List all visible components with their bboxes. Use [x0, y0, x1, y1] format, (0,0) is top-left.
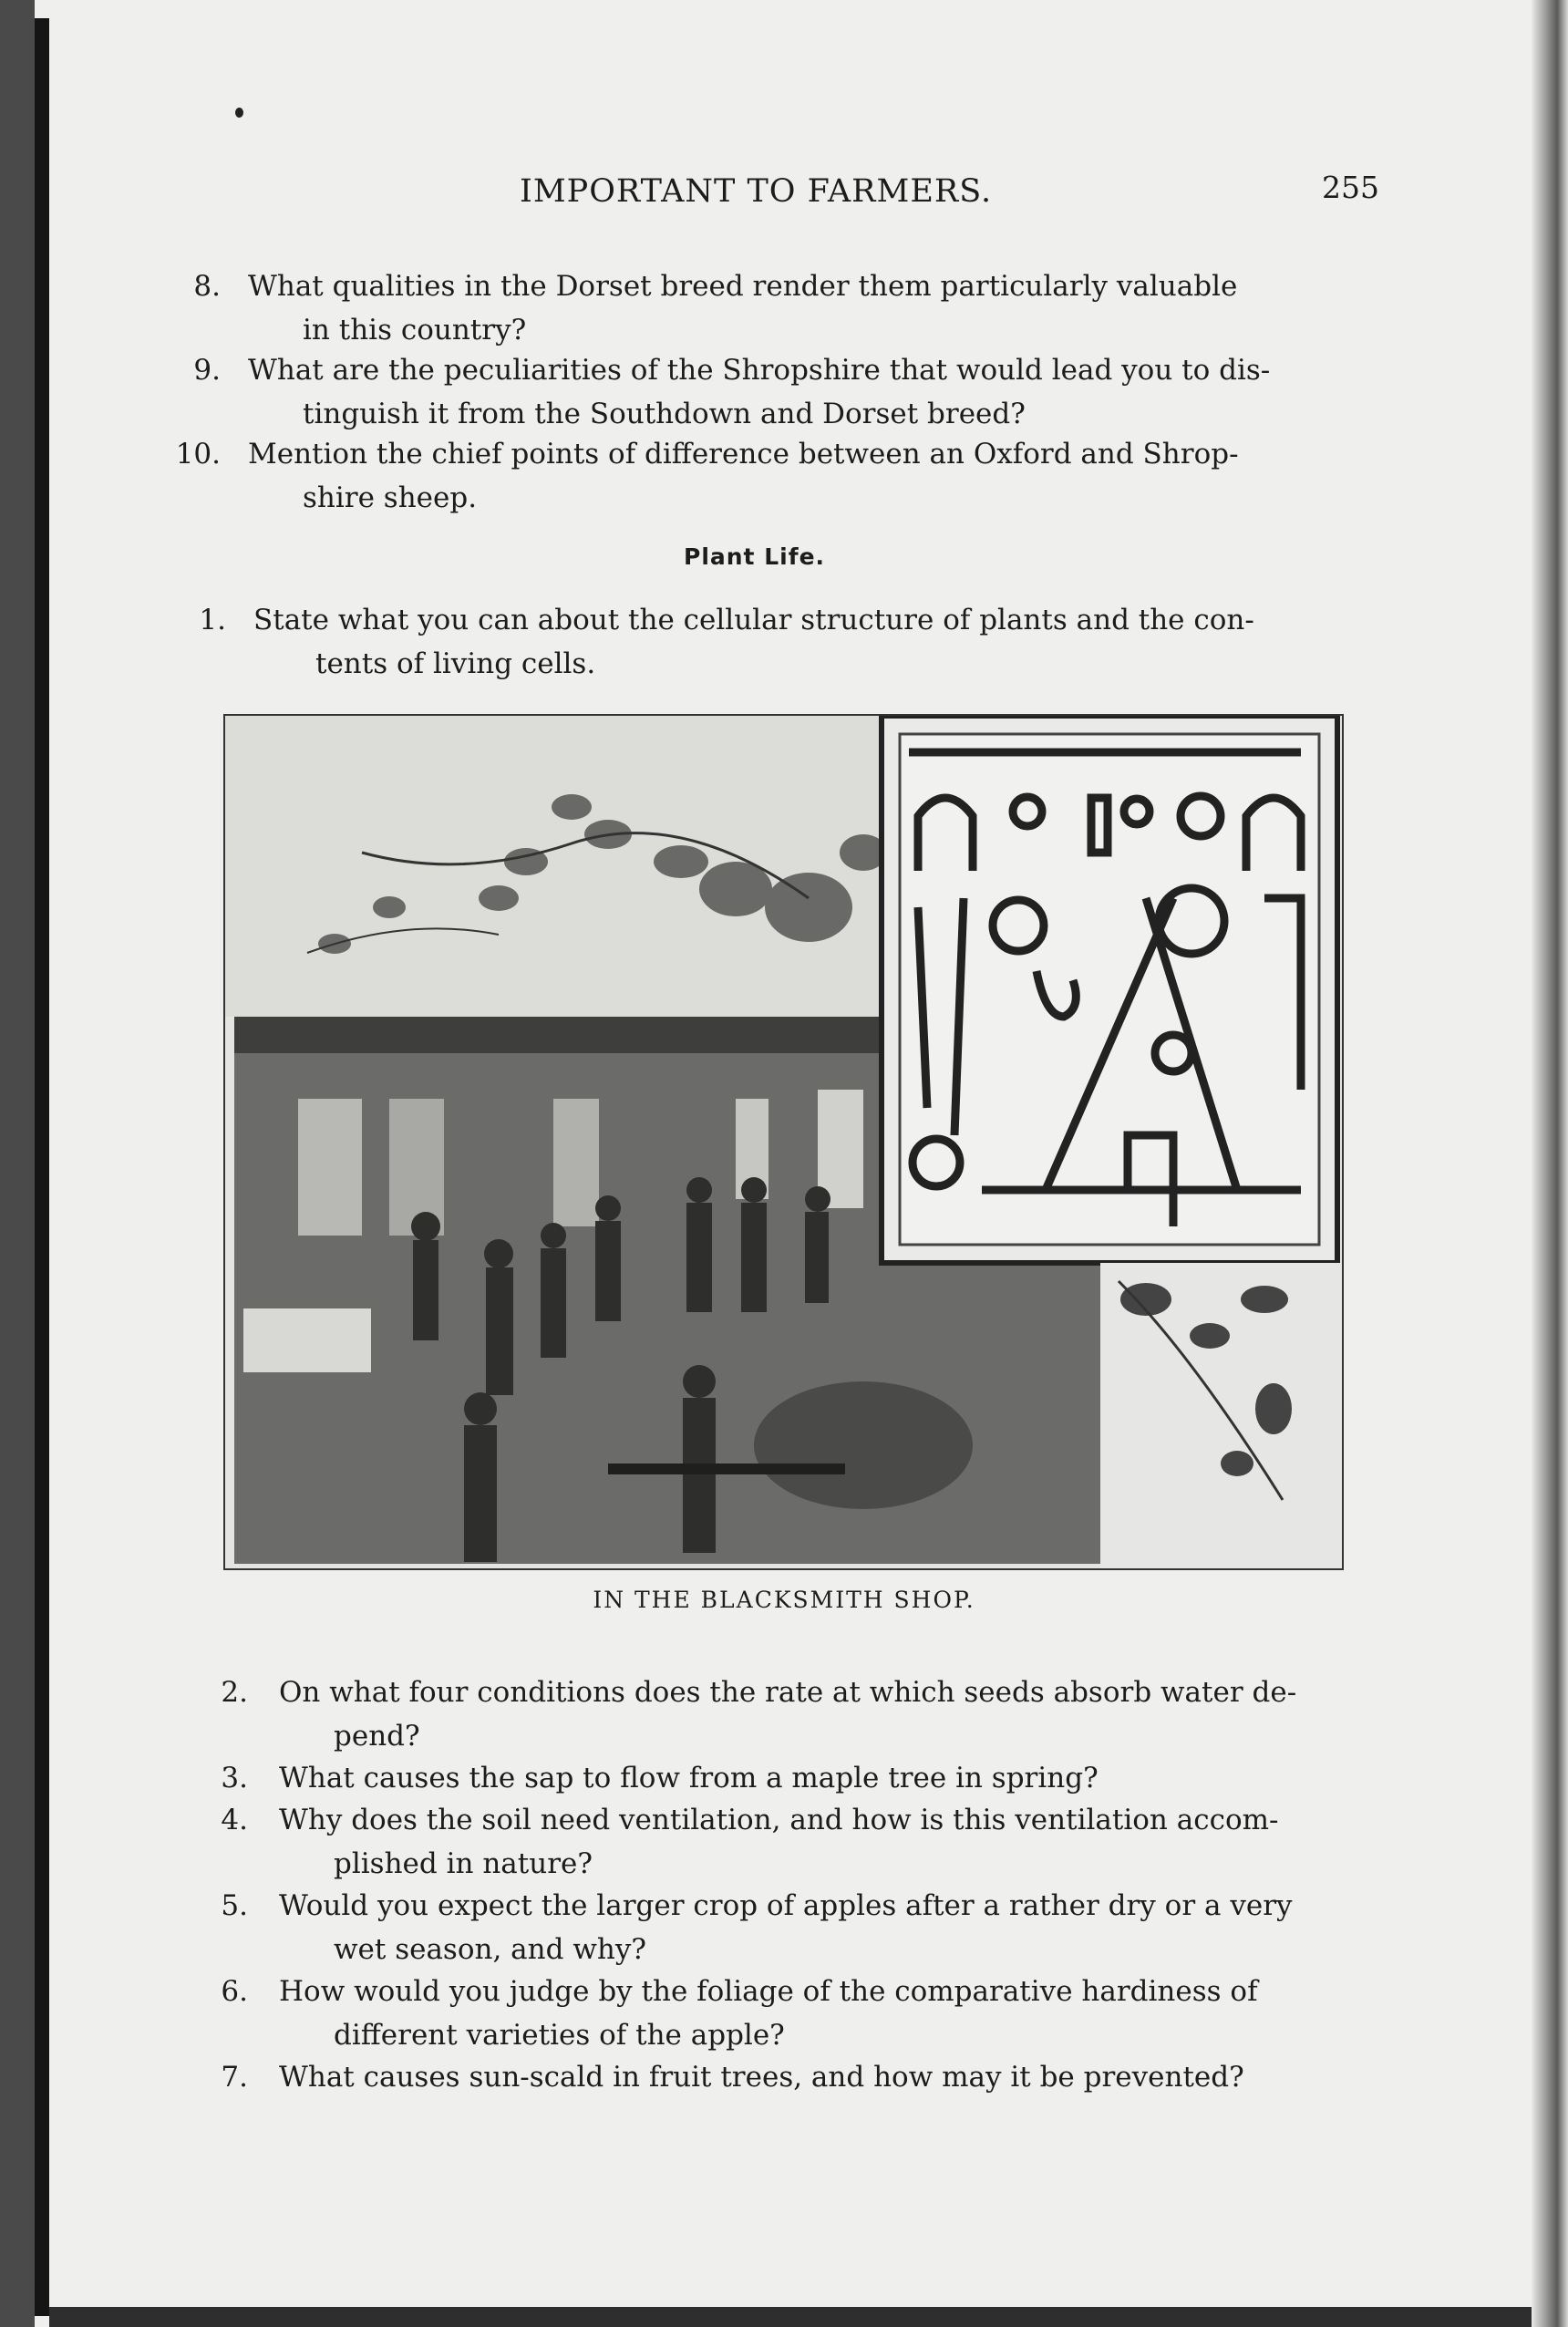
question-text-line: plished in nature? — [334, 1847, 593, 1880]
question-text-line: in this country? — [303, 314, 527, 346]
question-text-line: What causes sun-scald in fruit trees, and how may it be prevented? — [279, 2061, 1244, 2094]
blacksmith-shop-illustration — [223, 714, 1344, 1570]
question-text-line: State what you can about the cellular structure of plants and the con- — [253, 604, 1254, 636]
question-text-line: Would you expect the larger crop of apples after a rather dry or a very — [279, 1889, 1293, 1922]
question-text-line: Mention the chief points of difference between an Oxford and Shrop- — [248, 438, 1239, 471]
section-heading: Plant Life. — [684, 543, 826, 570]
page-number: 255 — [1322, 170, 1379, 205]
question-number: 6. — [221, 1975, 248, 2008]
question-number: 8. — [193, 270, 221, 303]
question-text-line: wet season, and why? — [334, 1933, 646, 1966]
question-text-line: tents of living cells. — [315, 647, 596, 680]
question-number: 5. — [221, 1889, 248, 1922]
question-text-line: tinguish it from the Southdown and Dorset breed? — [303, 398, 1026, 430]
question-text-line: On what four conditions does the rate at which seeds absorb water de- — [279, 1676, 1297, 1709]
question-text-line: What qualities in the Dorset breed render them particularly valuable — [248, 270, 1238, 303]
question-number: 2. — [221, 1676, 248, 1709]
question-number: 10. — [175, 438, 221, 471]
question-number: 9. — [193, 354, 221, 387]
page-edge-bottom — [49, 2307, 1532, 2327]
question-text-line: different varieties of the apple? — [334, 2019, 785, 2052]
question-number: 7. — [221, 2061, 248, 2094]
question-number: 4. — [221, 1804, 248, 1836]
question-text-line: pend? — [334, 1720, 420, 1753]
engraving-drawing — [225, 716, 1342, 1568]
question-text-line: How would you judge by the foliage of the comparative hardiness of — [279, 1975, 1258, 2008]
running-title: IMPORTANT TO FARMERS. — [520, 173, 993, 210]
question-number: 1. — [199, 604, 226, 636]
book-binding — [0, 0, 35, 2327]
question-number: 3. — [221, 1762, 248, 1794]
binding-shadow — [35, 18, 49, 2316]
ink-speck — [235, 108, 243, 118]
question-text-line: Why does the soil need ventilation, and how is this ventilation accom- — [279, 1804, 1279, 1836]
page-edge-right — [1532, 0, 1568, 2327]
question-text-line: shire sheep. — [303, 481, 478, 514]
question-text-line: What causes the sap to flow from a maple tree in spring? — [279, 1762, 1099, 1794]
question-text-line: What are the peculiarities of the Shropshire that would lead you to dis- — [248, 354, 1271, 387]
figure-caption: IN THE BLACKSMITH SHOP. — [593, 1587, 975, 1613]
